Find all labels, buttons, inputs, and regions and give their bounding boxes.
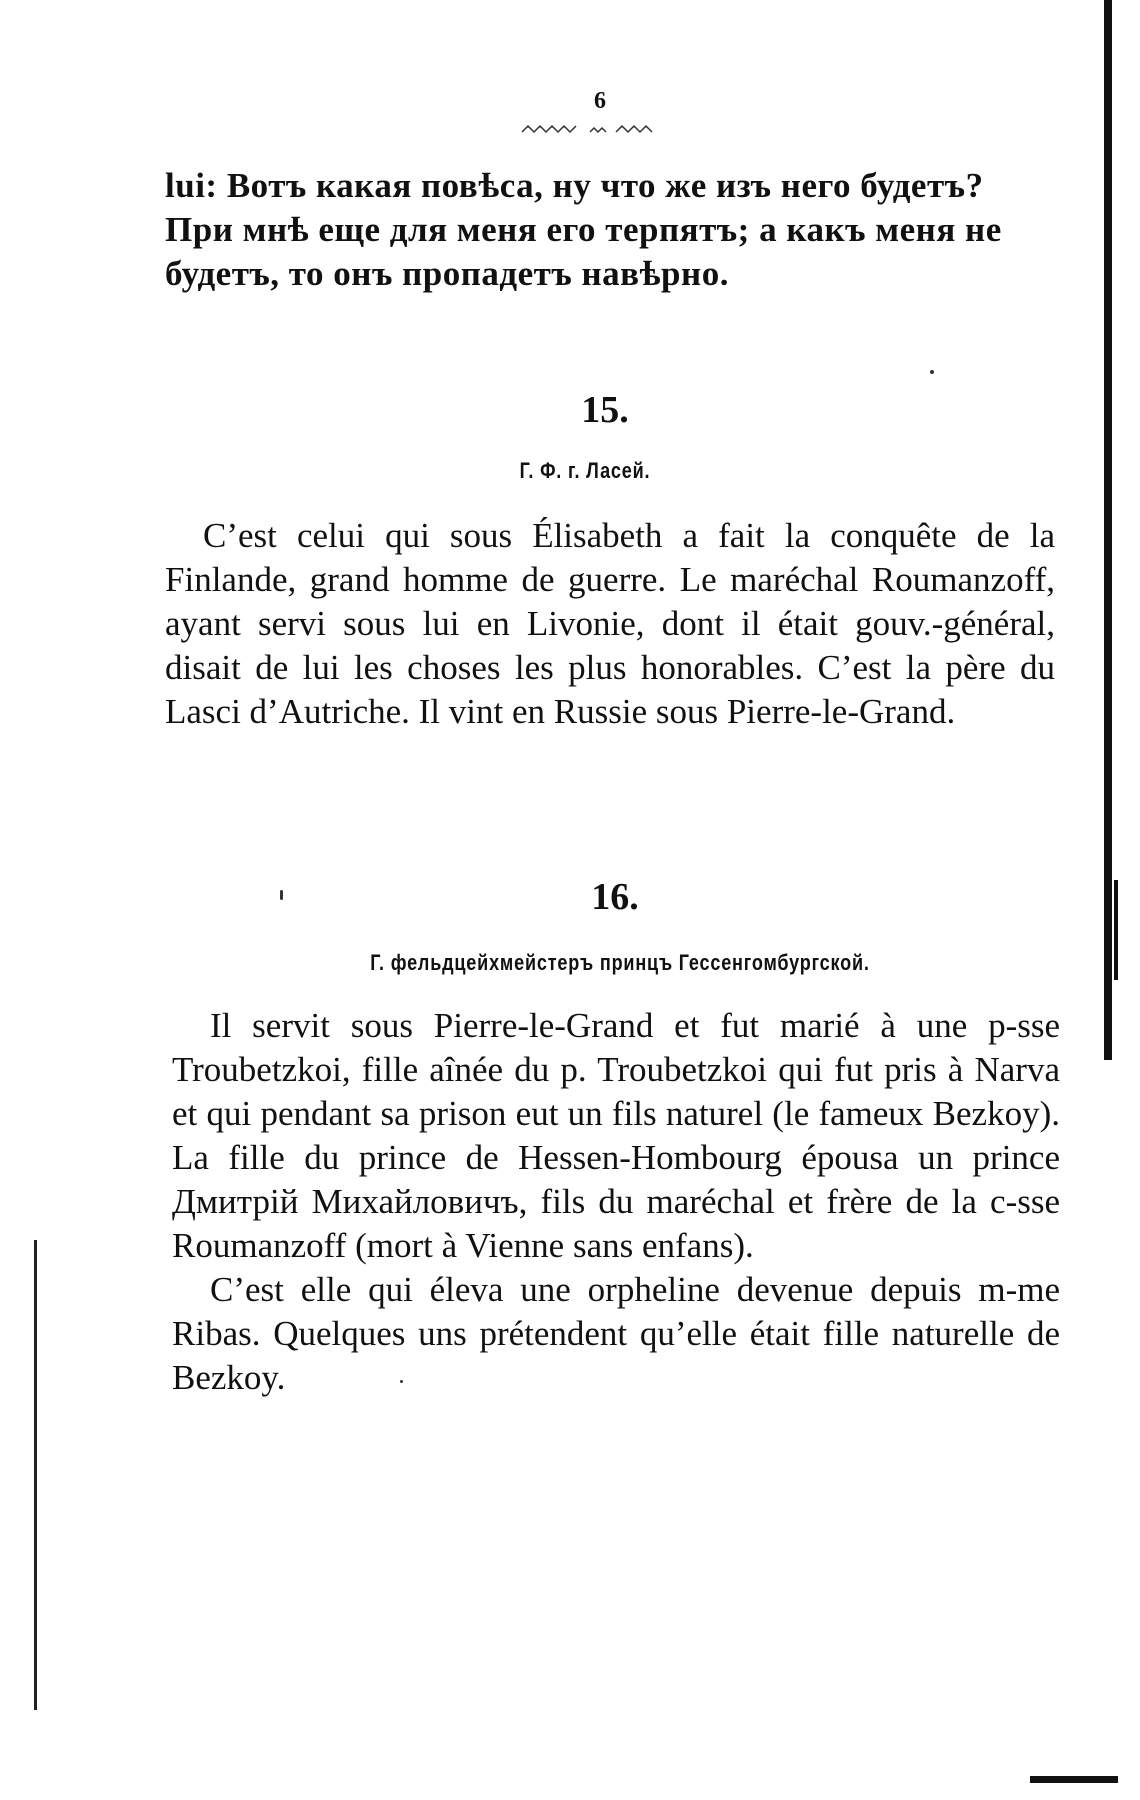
paragraph: C’est celui qui sous Élisabeth a fait la conquête de la Finlande, grand homme de guerre. Le maréchal Roumanzoff, ayant servi sous lui en Livonie, dont il était gouv.-général, disait de lui les choses les plus honorables. C’est la père du Lasci d’Autriche. Il vint en Russie sous Pierre-le-Grand. [165, 516, 1055, 731]
paragraph: Il servit sous Pierre-le-Grand et fut marié à une p-sse Troubetzkoi, fille aînée du p. Troubetzkoi qui fut pris à Narva et qui pendant sa prison eut un fils naturel (le fameux Bezkoy). La fille du prince de Hessen-Hombourg épousa un prince Дмитрій Михайловичъ, fils du maréchal et frère de la c-sse Roumanzoff (mort à Vienne sans enfans). [172, 1006, 1060, 1265]
section-15-body [165, 514, 1055, 734]
intro-text [165, 164, 1055, 296]
section-heading-15: Г. Ф. г. Ласей. [519, 458, 651, 483]
intro-line: При мнѣ еще для меня его терпятъ; а какъ меня не [165, 210, 1002, 249]
section-16-body [172, 1004, 1060, 1400]
scan-speck [280, 890, 283, 900]
intro-line: lui: Вотъ какая повѣса, ну что же изъ него будетъ? [165, 166, 984, 205]
scan-edge-right [1104, 0, 1112, 1060]
section-heading-16: Г. фельдцейхмейстеръ принцъ Гессенгомбургской. [370, 950, 870, 975]
section-number-15: 15. [581, 389, 629, 431]
scan-edge-right-mark [1114, 880, 1118, 980]
paragraph: C’est elle qui éleva une orpheline devenue depuis m-me Ribas. Quelques uns prétendent qu’elle était fille naturelle de Bezkoy. [172, 1270, 1060, 1397]
page-number: 6 [594, 88, 606, 114]
scan-edge-left [34, 1240, 37, 1710]
scan-edge-bottom [1030, 1776, 1118, 1783]
intro-line: будетъ, то онъ пропадетъ навѣрно. [165, 254, 729, 293]
scan-speck [930, 370, 934, 374]
page-number-ornament [520, 122, 670, 136]
section-number-16: 16. [591, 876, 639, 918]
